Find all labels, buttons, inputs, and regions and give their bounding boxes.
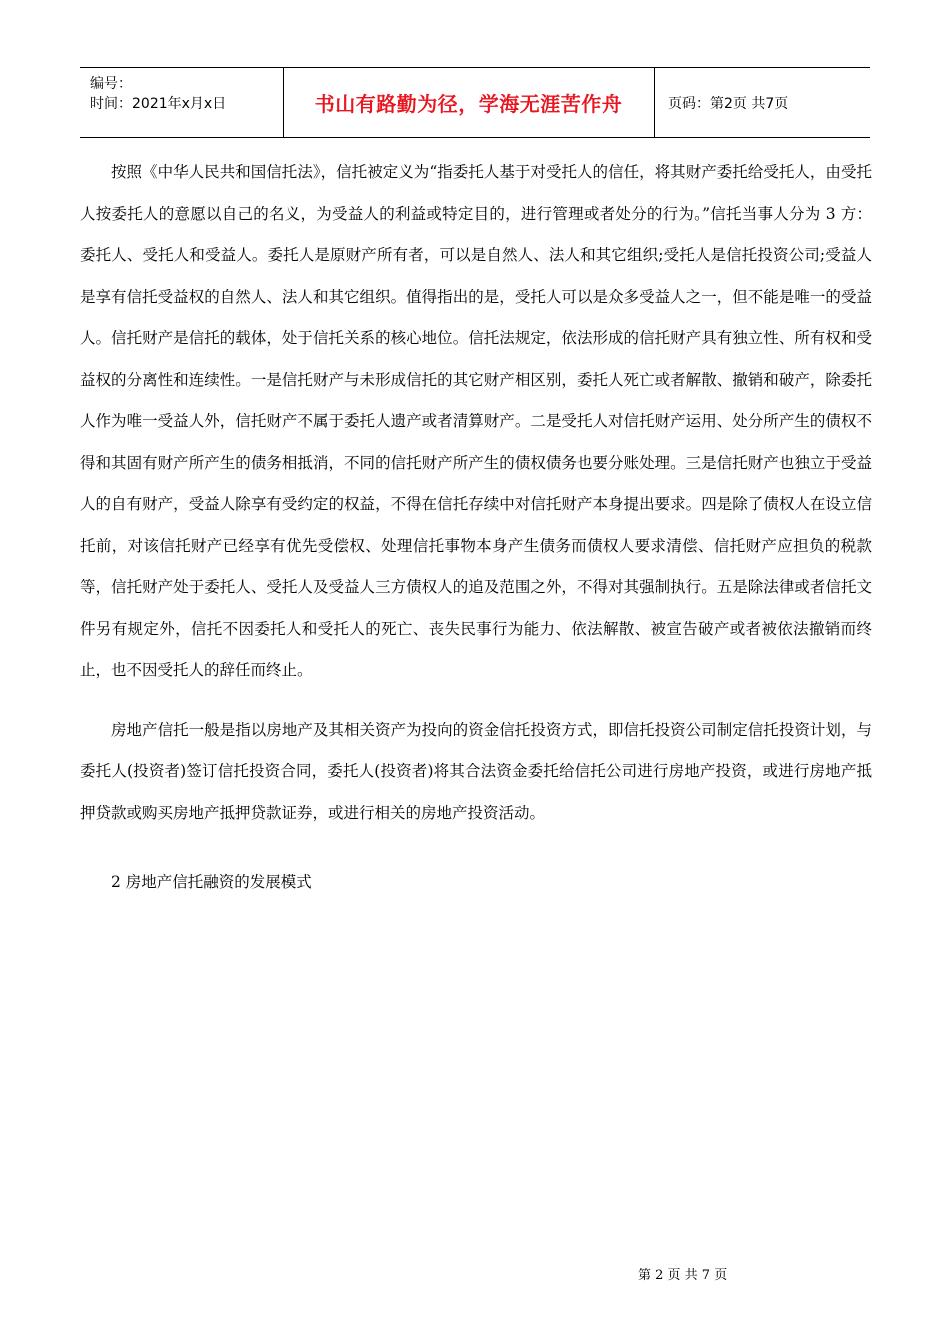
header-page-info: 页码：第2页 共7页 [668,95,789,112]
header-divider-right [654,68,655,137]
paragraph-text: 房地产信托一般是指以房地产及其相关资产为投向的资金信托投资方式，即信托投资公司制定信托投资计划，与委托人(投资者)签订信托投资合同，委托人(投资者)将其合法资金委托给信托公司进行房地产投资，或进行房地产抵押贷款或购买房地产抵押贷款证券，或进行相关的房地产投资活动。 [80,720,872,822]
header-meta [90,74,226,114]
section-heading: 2 房地产信托融资的发展模式 [111,873,312,891]
document-number-label: 编号： [90,76,132,92]
body-paragraph-1 [80,152,872,692]
paragraph-text: 按照《中华人民共和国信托法》，信托被定义为“指委托人基于对受托人的信任，将其财产委托给受托人，由受托人按委托人的意愿以自己的名义，为受益人的利益或特定目的，进行管理或者处分的行为。”信托当事人分为 3 方：委托人、受托人和受益人。委托人是原财产所有者，可以是自然人、法人和其它组织;受托人是信托投资公司;受益人是享有信托受益权的自然人、法人和其它组织。值得指出的是，受托人可以是众多受益人之一，但不能是唯一的受益人。信托财产是信托的载体，处于信托关系的核心地位。信托法规定，依法形成的信托财产具有独立性、所有权和受益权的分离性和连续性。一是信托财产与未形成信托的其它财产相区别，委托人死亡或者解散、撤销和破产，除委托人作为唯一受益人外，信托财产不属于委托人遗产或者清算财产。二是受托人对信托财产运用、处分所产生的债权不得和其固有财产所产生的债务相抵消，不同的信托财产所产生的债权债务也要分账处理。三是信托财产也独立于受益人的自有财产，受益人除享有受约定的权益，不得在信托存续中对信托财产本身提出要求。四是除了债权人在设立信托前，对该信托财产已经享有优先受偿权、处理信托事物本身产生债务而债权人要求清偿、信托财产应担负的税款等，信托财产处于委托人、受托人及受益人三方债权人的追及范围之外，不得对其强制执行。五是除法律或者信托文件另有规定外，信托不因委托人和受托人的死亡、丧失民事行为能力、依法解散、被宣告破产或者被依法撤销而终止，也不因受托人的辞任而终止。 [80,163,872,679]
page-footer: 第 2 页 共 7 页 [638,1268,728,1283]
body-paragraph-2 [80,710,872,835]
header-motto: 书山有路勤为径，学海无涯苦作舟 [314,92,623,116]
document-time-label: 时间：2021年x月x日 [90,96,227,112]
page-header [80,67,870,138]
document-body [80,152,872,904]
